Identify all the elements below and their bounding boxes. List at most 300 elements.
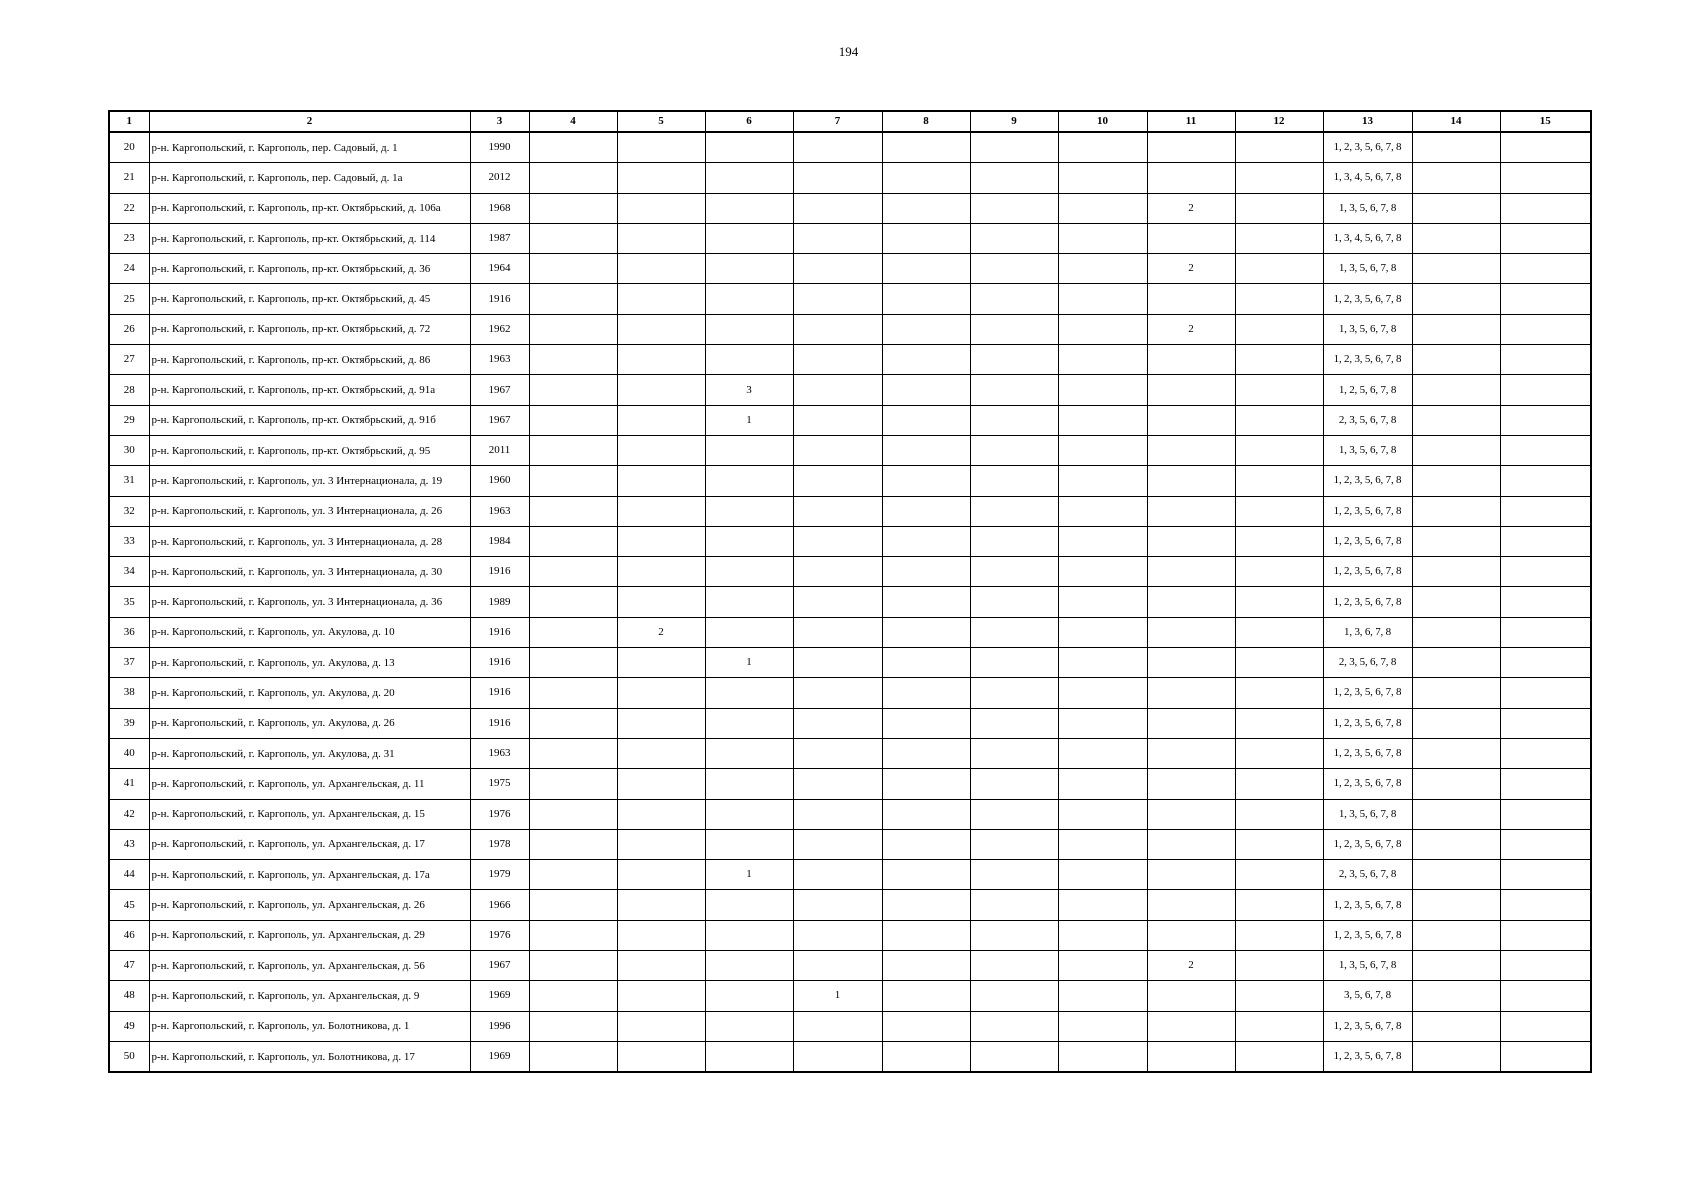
table-cell — [617, 466, 705, 496]
table-cell — [882, 951, 970, 981]
table-cell — [1235, 466, 1323, 496]
table-row — [109, 557, 1591, 587]
table-cell: 1, 2, 3, 5, 6, 7, 8 — [1323, 526, 1412, 556]
table-cell — [793, 678, 882, 708]
table-cell — [705, 617, 793, 647]
table-cell — [970, 951, 1058, 981]
table-cell — [970, 1011, 1058, 1041]
table-cell — [617, 648, 705, 678]
table-cell — [793, 526, 882, 556]
table-cell: 27 — [109, 345, 149, 375]
table-cell — [1235, 829, 1323, 859]
table-cell — [1235, 223, 1323, 253]
table-cell — [1500, 951, 1591, 981]
table-cell — [1235, 587, 1323, 617]
table-cell — [1235, 920, 1323, 950]
table-cell — [529, 678, 617, 708]
table-cell — [882, 587, 970, 617]
table-cell — [793, 496, 882, 526]
table-cell — [1235, 648, 1323, 678]
table-cell: 40 — [109, 738, 149, 768]
table-cell: 1996 — [470, 1011, 529, 1041]
table-cell — [1058, 587, 1147, 617]
table-cell — [970, 829, 1058, 859]
table-row — [109, 345, 1591, 375]
table-cell — [705, 829, 793, 859]
table-cell — [1147, 738, 1235, 768]
table-cell — [970, 163, 1058, 193]
table-cell — [882, 345, 970, 375]
table-cell — [705, 193, 793, 223]
table-cell — [970, 466, 1058, 496]
table-cell — [1500, 284, 1591, 314]
table-cell: 1, 3, 5, 6, 7, 8 — [1323, 254, 1412, 284]
table-cell — [1058, 284, 1147, 314]
table-cell — [1058, 799, 1147, 829]
table-row — [109, 860, 1591, 890]
table-cell — [1500, 557, 1591, 587]
table-cell — [529, 557, 617, 587]
table-cell — [1147, 708, 1235, 738]
table-cell — [882, 829, 970, 859]
table-cell — [1500, 799, 1591, 829]
table-row — [109, 738, 1591, 768]
table-cell: р-н. Каргопольский, г. Каргополь, ул. Архангельская, д. 17а — [149, 860, 470, 890]
table-cell — [882, 860, 970, 890]
table-cell — [1147, 435, 1235, 465]
table-cell — [1147, 648, 1235, 678]
table-cell: р-н. Каргопольский, г. Каргополь, пр-кт. Октябрьский, д. 106а — [149, 193, 470, 223]
table-cell — [529, 193, 617, 223]
table-cell — [1500, 345, 1591, 375]
table-cell — [1500, 981, 1591, 1011]
table-cell — [1235, 1041, 1323, 1072]
table-cell: 41 — [109, 769, 149, 799]
table-cell — [970, 405, 1058, 435]
table-cell: р-н. Каргопольский, г. Каргополь, ул. Архангельская, д. 29 — [149, 920, 470, 950]
table-cell — [970, 738, 1058, 768]
table-cell — [1235, 738, 1323, 768]
table-cell — [1058, 496, 1147, 526]
column-header: 5 — [617, 111, 705, 132]
table-cell — [793, 951, 882, 981]
table-cell — [1058, 769, 1147, 799]
table-cell — [970, 890, 1058, 920]
table-cell — [1058, 223, 1147, 253]
table-cell — [705, 223, 793, 253]
table-row — [109, 163, 1591, 193]
table-cell — [1412, 587, 1500, 617]
table-cell — [1058, 860, 1147, 890]
table-cell — [529, 496, 617, 526]
table-cell — [617, 375, 705, 405]
table-cell — [1058, 314, 1147, 344]
table-cell — [1147, 829, 1235, 859]
table-cell — [1147, 526, 1235, 556]
table-cell: 1916 — [470, 678, 529, 708]
table-cell — [970, 345, 1058, 375]
table-cell — [1058, 193, 1147, 223]
table-cell — [1058, 1041, 1147, 1072]
table-cell: 1967 — [470, 405, 529, 435]
table-cell — [793, 1041, 882, 1072]
table-cell — [1412, 829, 1500, 859]
table-cell — [970, 769, 1058, 799]
table-cell: р-н. Каргопольский, г. Каргополь, пер. Садовый, д. 1 — [149, 132, 470, 163]
table-cell — [793, 375, 882, 405]
table-cell — [1058, 648, 1147, 678]
table-cell: 35 — [109, 587, 149, 617]
table-cell — [617, 496, 705, 526]
table-cell — [882, 981, 970, 1011]
table-cell: р-н. Каргопольский, г. Каргополь, пр-кт. Октябрьский, д. 95 — [149, 435, 470, 465]
table-cell: 1, 2, 3, 5, 6, 7, 8 — [1323, 284, 1412, 314]
table-cell — [970, 375, 1058, 405]
table-cell — [529, 890, 617, 920]
table-cell — [970, 496, 1058, 526]
table-cell: 1, 2, 3, 5, 6, 7, 8 — [1323, 496, 1412, 526]
table-cell: р-н. Каргопольский, г. Каргополь, пр-кт. Октябрьский, д. 114 — [149, 223, 470, 253]
table-cell — [1412, 920, 1500, 950]
registry-table — [108, 110, 1592, 1073]
table-cell: 1, 2, 3, 5, 6, 7, 8 — [1323, 890, 1412, 920]
table-cell — [705, 890, 793, 920]
table-cell — [529, 648, 617, 678]
table-cell — [1235, 314, 1323, 344]
table-cell — [1147, 587, 1235, 617]
table-row — [109, 405, 1591, 435]
table-row — [109, 951, 1591, 981]
table-cell — [1500, 466, 1591, 496]
table-cell — [1235, 496, 1323, 526]
table-cell: 20 — [109, 132, 149, 163]
table-cell — [1412, 617, 1500, 647]
table-cell — [793, 466, 882, 496]
table-cell — [617, 223, 705, 253]
column-header: 1 — [109, 111, 149, 132]
table-cell: 1, 2, 3, 5, 6, 7, 8 — [1323, 1011, 1412, 1041]
table-cell: 2011 — [470, 435, 529, 465]
table-cell — [1500, 708, 1591, 738]
column-header: 3 — [470, 111, 529, 132]
table-cell — [1500, 254, 1591, 284]
table-cell — [617, 738, 705, 768]
table-cell — [970, 314, 1058, 344]
table-cell — [529, 345, 617, 375]
table-row — [109, 920, 1591, 950]
table-cell — [970, 254, 1058, 284]
table-cell — [705, 314, 793, 344]
column-header: 10 — [1058, 111, 1147, 132]
table-cell: р-н. Каргопольский, г. Каргополь, ул. 3 Интернационала, д. 26 — [149, 496, 470, 526]
table-cell: 32 — [109, 496, 149, 526]
table-cell: 1975 — [470, 769, 529, 799]
table-cell — [793, 223, 882, 253]
table-cell — [793, 860, 882, 890]
table-cell — [1235, 860, 1323, 890]
table-cell — [705, 163, 793, 193]
table-cell — [1500, 526, 1591, 556]
table-cell — [882, 314, 970, 344]
table-cell — [617, 799, 705, 829]
table-cell: 39 — [109, 708, 149, 738]
table-cell — [882, 284, 970, 314]
table-cell — [529, 951, 617, 981]
table-cell: р-н. Каргопольский, г. Каргополь, пр-кт. Октябрьский, д. 91б — [149, 405, 470, 435]
table-row — [109, 223, 1591, 253]
table-cell — [529, 526, 617, 556]
table-cell: 26 — [109, 314, 149, 344]
table-cell — [705, 132, 793, 163]
table-cell — [1058, 405, 1147, 435]
table-cell — [1412, 860, 1500, 890]
table-cell — [882, 617, 970, 647]
table-cell — [617, 890, 705, 920]
table-cell: 42 — [109, 799, 149, 829]
table-cell: 1916 — [470, 557, 529, 587]
table-cell — [882, 496, 970, 526]
table-cell: р-н. Каргопольский, г. Каргополь, пр-кт. Октябрьский, д. 36 — [149, 254, 470, 284]
table-cell: 48 — [109, 981, 149, 1011]
column-header: 13 — [1323, 111, 1412, 132]
table-row — [109, 1011, 1591, 1041]
table-cell — [793, 405, 882, 435]
table-cell — [1500, 193, 1591, 223]
table-cell — [970, 648, 1058, 678]
table-cell — [529, 829, 617, 859]
table-cell — [529, 1041, 617, 1072]
table-cell: 29 — [109, 405, 149, 435]
table-cell — [793, 738, 882, 768]
table-row — [109, 375, 1591, 405]
table-cell — [1412, 193, 1500, 223]
table-cell — [1412, 163, 1500, 193]
table-cell: 49 — [109, 1011, 149, 1041]
table-cell — [793, 132, 882, 163]
table-cell — [529, 132, 617, 163]
table-cell: 2 — [617, 617, 705, 647]
table-cell — [882, 890, 970, 920]
table-cell: р-н. Каргопольский, г. Каргополь, пер. Садовый, д. 1а — [149, 163, 470, 193]
table-cell: 1, 2, 3, 5, 6, 7, 8 — [1323, 587, 1412, 617]
table-cell — [529, 860, 617, 890]
table-cell — [1058, 163, 1147, 193]
table-cell — [705, 1011, 793, 1041]
table-cell — [617, 284, 705, 314]
table-cell — [705, 526, 793, 556]
table-cell — [1412, 890, 1500, 920]
table-cell — [882, 466, 970, 496]
table-cell: 1, 2, 3, 5, 6, 7, 8 — [1323, 132, 1412, 163]
table-cell — [1235, 435, 1323, 465]
table-cell — [970, 193, 1058, 223]
table-cell — [1058, 617, 1147, 647]
table-cell — [882, 223, 970, 253]
table-cell — [617, 920, 705, 950]
table-cell: 33 — [109, 526, 149, 556]
table-cell: р-н. Каргопольский, г. Каргополь, ул. Болотникова, д. 1 — [149, 1011, 470, 1041]
table-cell — [970, 860, 1058, 890]
column-header: 14 — [1412, 111, 1500, 132]
table-cell — [882, 1011, 970, 1041]
table-cell: 1960 — [470, 466, 529, 496]
table-cell: 1987 — [470, 223, 529, 253]
table-cell — [705, 951, 793, 981]
table-cell — [970, 132, 1058, 163]
table-cell — [705, 557, 793, 587]
table-cell — [1412, 678, 1500, 708]
table-cell — [882, 375, 970, 405]
table-cell — [970, 981, 1058, 1011]
table-cell — [705, 769, 793, 799]
table-cell — [1500, 860, 1591, 890]
table-cell: 2 — [1147, 254, 1235, 284]
column-header: 6 — [705, 111, 793, 132]
table-cell — [793, 708, 882, 738]
table-cell — [617, 193, 705, 223]
table-cell — [793, 254, 882, 284]
table-cell: 31 — [109, 466, 149, 496]
table-cell — [1235, 557, 1323, 587]
table-cell — [529, 466, 617, 496]
table-cell — [1058, 557, 1147, 587]
table-cell — [1500, 435, 1591, 465]
table-cell: 1967 — [470, 951, 529, 981]
table-cell — [529, 708, 617, 738]
table-cell: 50 — [109, 1041, 149, 1072]
table-cell — [705, 435, 793, 465]
table-cell — [793, 799, 882, 829]
table-cell — [705, 496, 793, 526]
table-cell: р-н. Каргопольский, г. Каргополь, ул. 3 Интернационала, д. 36 — [149, 587, 470, 617]
table-cell: 1, 2, 3, 5, 6, 7, 8 — [1323, 829, 1412, 859]
table-cell — [1412, 284, 1500, 314]
table-cell — [617, 254, 705, 284]
table-cell — [1058, 738, 1147, 768]
table-cell — [617, 587, 705, 617]
table-cell — [529, 375, 617, 405]
table-cell: 1969 — [470, 1041, 529, 1072]
table-cell — [1235, 193, 1323, 223]
table-row — [109, 769, 1591, 799]
table-cell — [705, 708, 793, 738]
table-cell — [1147, 617, 1235, 647]
table-cell: 1963 — [470, 345, 529, 375]
table-cell — [793, 648, 882, 678]
table-cell — [1500, 678, 1591, 708]
table-cell — [617, 557, 705, 587]
table-cell — [1147, 466, 1235, 496]
table-row — [109, 981, 1591, 1011]
table-cell — [1058, 345, 1147, 375]
table-cell — [617, 951, 705, 981]
table-cell — [882, 557, 970, 587]
table-cell — [1235, 799, 1323, 829]
table-row — [109, 466, 1591, 496]
table-cell: 1962 — [470, 314, 529, 344]
table-cell — [1235, 345, 1323, 375]
table-cell — [793, 587, 882, 617]
table-cell — [793, 1011, 882, 1041]
table-cell: 2012 — [470, 163, 529, 193]
table-cell — [617, 860, 705, 890]
table-row — [109, 132, 1591, 163]
table-cell — [529, 617, 617, 647]
table-cell: р-н. Каргопольский, г. Каргополь, пр-кт. Октябрьский, д. 45 — [149, 284, 470, 314]
table-cell — [1235, 617, 1323, 647]
table-cell — [1235, 1011, 1323, 1041]
table-cell: 1, 3, 5, 6, 7, 8 — [1323, 799, 1412, 829]
table-cell: 1963 — [470, 738, 529, 768]
table-cell — [1235, 708, 1323, 738]
table-cell: 1, 2, 3, 5, 6, 7, 8 — [1323, 708, 1412, 738]
table-cell — [970, 1041, 1058, 1072]
table-cell — [617, 405, 705, 435]
table-cell — [793, 314, 882, 344]
table-cell — [705, 466, 793, 496]
table-cell — [705, 284, 793, 314]
column-header: 15 — [1500, 111, 1591, 132]
table-cell — [529, 1011, 617, 1041]
table-cell — [1147, 1041, 1235, 1072]
table-cell — [1147, 345, 1235, 375]
table-row — [109, 617, 1591, 647]
table-cell: 1984 — [470, 526, 529, 556]
table-cell — [793, 829, 882, 859]
table-cell — [529, 163, 617, 193]
table-body — [109, 132, 1591, 1072]
table-cell — [1147, 769, 1235, 799]
table-cell — [617, 526, 705, 556]
column-header: 2 — [149, 111, 470, 132]
table-cell — [882, 920, 970, 950]
table-cell — [882, 132, 970, 163]
table-cell: 1, 2, 3, 5, 6, 7, 8 — [1323, 345, 1412, 375]
table-cell — [1500, 375, 1591, 405]
table-cell — [617, 435, 705, 465]
table-cell — [1500, 587, 1591, 617]
table-cell: 1, 3, 5, 6, 7, 8 — [1323, 951, 1412, 981]
table-cell — [1147, 860, 1235, 890]
table-cell — [970, 708, 1058, 738]
table-cell — [1412, 223, 1500, 253]
table-cell: 1, 2, 3, 5, 6, 7, 8 — [1323, 920, 1412, 950]
table-cell — [970, 920, 1058, 950]
table-cell — [1500, 1011, 1591, 1041]
table-cell: 28 — [109, 375, 149, 405]
table-cell — [1147, 920, 1235, 950]
table-cell — [1235, 890, 1323, 920]
table-cell — [529, 738, 617, 768]
table-cell — [793, 920, 882, 950]
table-cell — [1412, 405, 1500, 435]
table-cell — [882, 435, 970, 465]
table-cell — [617, 769, 705, 799]
table-cell — [1412, 345, 1500, 375]
table-cell: 1, 2, 3, 5, 6, 7, 8 — [1323, 769, 1412, 799]
column-header: 4 — [529, 111, 617, 132]
table-cell — [1147, 375, 1235, 405]
table-cell: р-н. Каргопольский, г. Каргополь, ул. Акулова, д. 10 — [149, 617, 470, 647]
column-header: 11 — [1147, 111, 1235, 132]
table-cell — [1412, 708, 1500, 738]
table-cell — [529, 981, 617, 1011]
table-cell: р-н. Каргопольский, г. Каргополь, ул. 3 Интернационала, д. 30 — [149, 557, 470, 587]
table-cell — [970, 435, 1058, 465]
table-cell — [1412, 769, 1500, 799]
table-cell — [705, 678, 793, 708]
table-cell — [1412, 435, 1500, 465]
